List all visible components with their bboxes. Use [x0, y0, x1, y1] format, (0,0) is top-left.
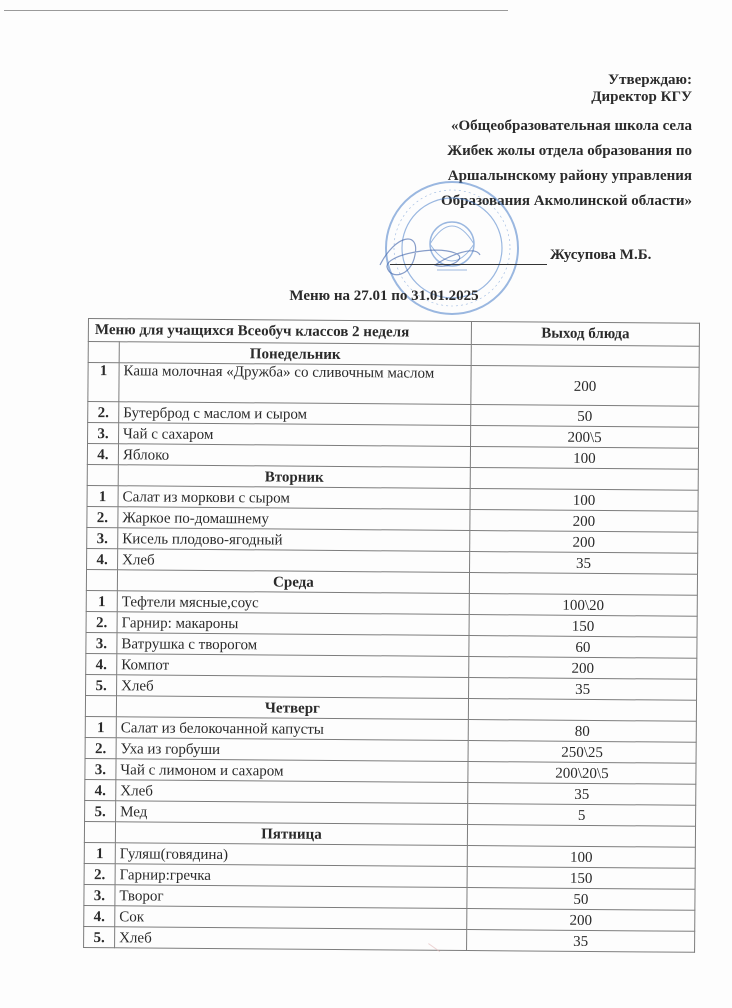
item-output: 50 — [471, 405, 699, 428]
item-name: Хлеб — [116, 780, 468, 804]
item-output: 60 — [469, 636, 697, 659]
item-output: 80 — [468, 719, 696, 742]
item-number: 2. — [84, 863, 115, 884]
approval-heading: Утверждаю: — [608, 72, 692, 88]
item-number: 4. — [84, 905, 115, 926]
item-name: Тефтели мясные,соус — [117, 591, 469, 615]
day-output-cell — [467, 824, 695, 847]
item-name: Компот — [117, 654, 469, 678]
item-output: 250\25 — [468, 740, 696, 763]
day-num-cell — [88, 342, 119, 363]
item-number: 4. — [87, 548, 118, 569]
item-output: 100\20 — [469, 594, 697, 617]
day-output-cell — [468, 699, 696, 722]
approval-org-line: Аршалынскому району управления — [447, 168, 692, 184]
item-number: 5. — [86, 674, 117, 695]
item-output: 200\5 — [471, 426, 699, 449]
item-number: 2. — [88, 402, 119, 423]
day-output-cell — [470, 468, 698, 491]
day-num-cell — [87, 464, 118, 485]
table-header-title: Меню для учащихся Всеобуч классов 2 неделя — [88, 319, 471, 345]
item-number: 3. — [85, 758, 116, 779]
menu-table-wrapper — [83, 318, 702, 953]
item-number: 3. — [88, 423, 119, 444]
item-name: Сок — [115, 906, 467, 930]
item-name: Салат из моркови с сыром — [118, 486, 470, 510]
item-number: 3. — [86, 632, 117, 653]
item-number: 2. — [85, 737, 116, 758]
item-output: 200 — [469, 657, 697, 680]
day-name: Среда — [117, 570, 469, 594]
item-name: Яблоко — [118, 444, 470, 468]
item-number: 4. — [86, 653, 117, 674]
day-output-cell — [471, 345, 699, 368]
item-output: 35 — [470, 552, 698, 575]
day-name: Понедельник — [119, 342, 471, 366]
item-name: Чай с лимоном и сахаром — [116, 759, 468, 783]
item-number: 5. — [85, 800, 116, 821]
item-number: 1 — [87, 485, 118, 506]
signature-row — [390, 247, 690, 267]
menu-table-body — [84, 342, 700, 953]
menu-table — [83, 318, 700, 953]
item-name: Чай с сахаром — [119, 423, 471, 447]
item-name: Салат из белокочанной капусты — [116, 717, 468, 741]
table-row — [84, 926, 695, 952]
day-name: Пятница — [115, 822, 467, 846]
approval-position: Директор КГУ — [591, 89, 692, 105]
item-output: 35 — [468, 782, 696, 805]
item-number: 4. — [85, 779, 116, 800]
item-name: Хлеб — [115, 927, 467, 951]
item-name: Хлеб — [117, 675, 469, 699]
day-num-cell — [86, 569, 117, 590]
item-number: 3. — [87, 527, 118, 548]
item-name: Жаркое по-домашнему — [118, 507, 470, 531]
day-name: Вторник — [118, 465, 470, 489]
item-output: 200 — [467, 908, 695, 931]
item-output: 150 — [467, 866, 695, 889]
item-name: Хлеб — [118, 549, 470, 573]
item-name: Уха из горбуши — [116, 738, 468, 762]
day-num-cell — [84, 821, 115, 842]
approval-org-line: «Общеобразовательная школа села — [451, 118, 692, 134]
item-name: Ватрушка с творогом — [117, 633, 469, 657]
item-output: 35 — [467, 929, 695, 952]
item-number: 2. — [86, 611, 117, 632]
item-number: 1 — [86, 590, 117, 611]
item-output: 200 — [470, 531, 698, 554]
document-title: Меню на 27.01 по 31.01.2025 — [289, 288, 479, 304]
item-number: 1 — [84, 842, 115, 863]
day-num-cell — [85, 695, 116, 716]
item-output: 150 — [469, 615, 697, 638]
item-name: Бутерброд с маслом и сыром — [119, 402, 471, 426]
signatory-name: Жусупова М.Б. — [550, 247, 652, 263]
item-output: 100 — [470, 447, 698, 470]
item-output: 200\20\5 — [468, 761, 696, 784]
item-name: Мед — [116, 801, 468, 825]
item-output: 200 — [471, 366, 699, 407]
day-output-cell — [469, 573, 697, 596]
item-name: Гарнир:гречка — [115, 864, 467, 888]
item-output: 5 — [468, 803, 696, 826]
item-name: Гарнир: макароны — [117, 612, 469, 636]
item-name: Гуляш(говядина) — [115, 843, 467, 867]
item-output: 35 — [469, 678, 697, 701]
day-name: Четверг — [116, 696, 468, 720]
item-number: 2. — [87, 506, 118, 527]
item-number: 4. — [87, 444, 118, 465]
item-number: 5. — [84, 926, 115, 947]
scan-top-edge-line — [4, 10, 508, 11]
signature-line — [390, 264, 547, 265]
table-header-output: Выход блюда — [471, 322, 699, 347]
approval-org-line: Жибек жолы отдела образования по — [447, 143, 692, 159]
table-row — [88, 363, 699, 407]
item-output: 50 — [467, 887, 695, 910]
item-number: 1 — [88, 363, 119, 402]
item-output: 200 — [470, 510, 698, 533]
item-name: Творог — [115, 885, 467, 909]
item-number: 1 — [85, 716, 116, 737]
item-output: 100 — [470, 489, 698, 512]
item-number: 3. — [84, 884, 115, 905]
approval-org-line: Образования Акмолинской области» — [440, 193, 692, 209]
item-output: 100 — [467, 845, 695, 868]
item-name: Каша молочная «Дружба» со сливочным маслом — [119, 363, 471, 405]
approval-block — [362, 72, 692, 214]
item-name: Кисель плодово-ягодный — [118, 528, 470, 552]
